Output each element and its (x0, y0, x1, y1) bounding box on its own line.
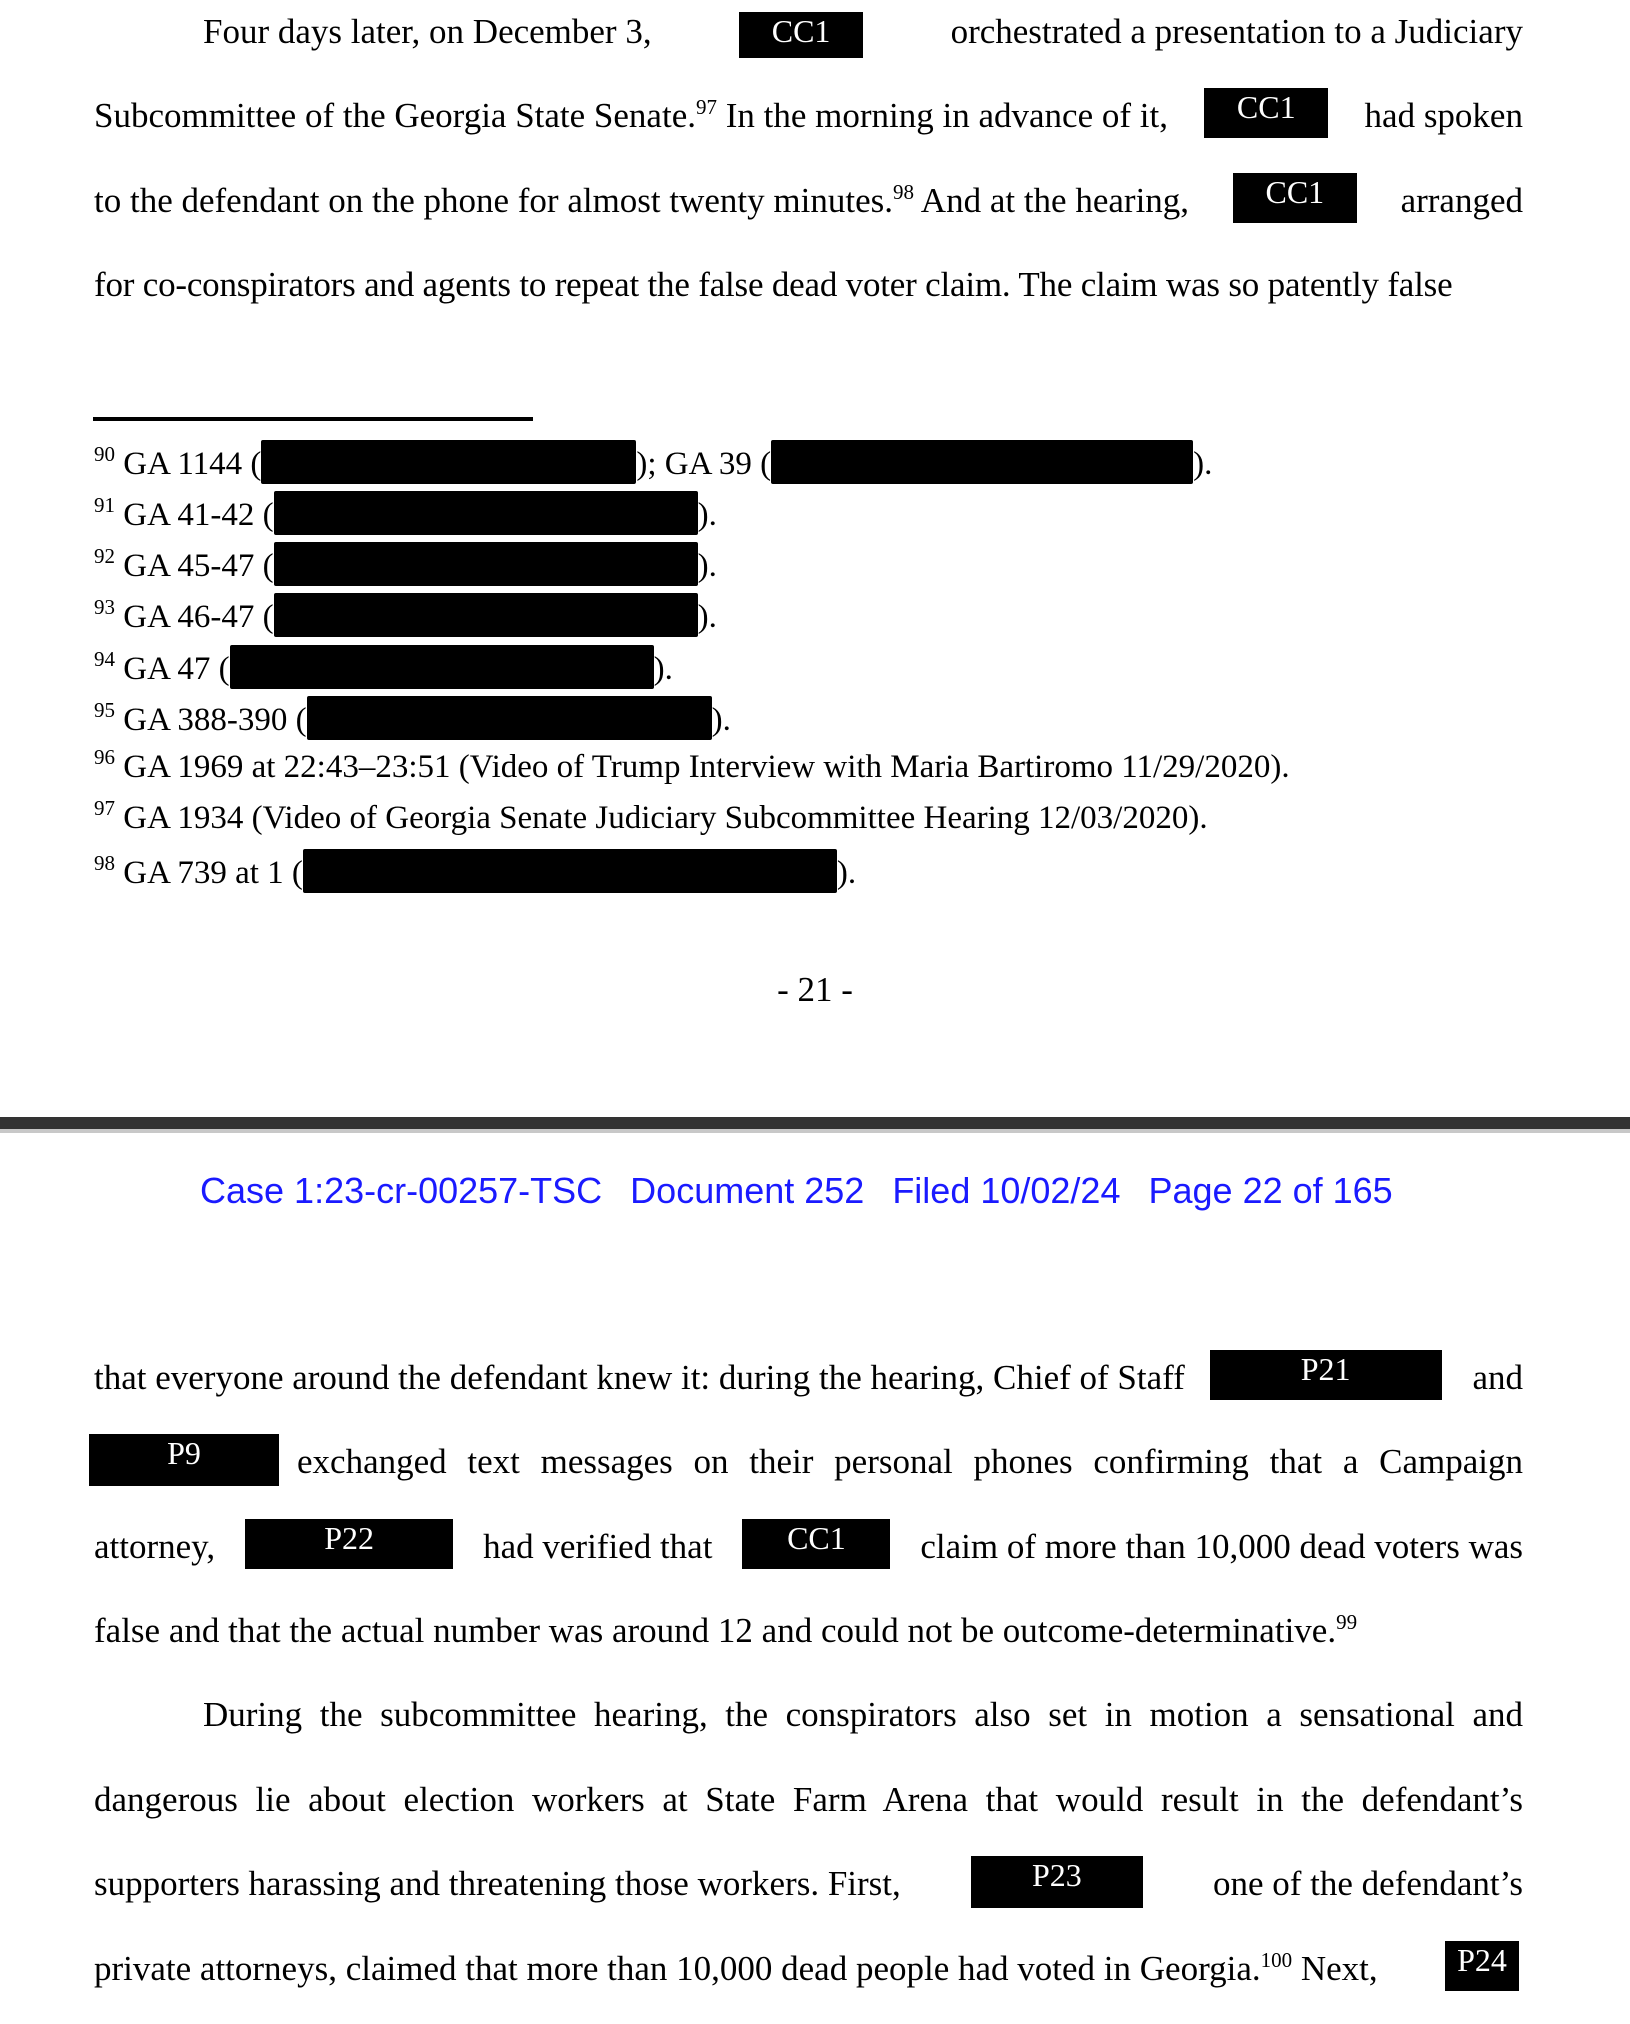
redaction-box: CC1 (742, 1519, 890, 1569)
footnote-separator (93, 417, 533, 421)
footnote-text: GA 41-42 ( (123, 497, 274, 533)
footnote-ref[interactable]: 98 (892, 180, 914, 204)
footnote-94 (94, 645, 673, 689)
body-line-6 (89, 1435, 1523, 1486)
body-line-1 (203, 12, 1523, 58)
redaction-box: P24 (1445, 1941, 1519, 1991)
footnote-97 (94, 798, 1208, 838)
footnote-number: 98 (94, 851, 115, 875)
footnote-text: ). (653, 651, 673, 687)
redaction-bar (303, 849, 837, 893)
page-divider-shadow (0, 1129, 1630, 1133)
redaction-bar (307, 696, 712, 740)
document-number: Document 252 (630, 1170, 865, 1211)
redaction-box: CC1 (1233, 173, 1357, 223)
text-span: for co-conspirators and agents to repeat the false dead voter claim. The claim was so patently false (94, 265, 1453, 304)
text-span: In the morning in advance of it, (716, 96, 1168, 135)
footnote-text: ). (836, 855, 857, 891)
footnote-text: ). (697, 548, 717, 584)
text-span: had spoken (1364, 96, 1523, 135)
redaction-bar (274, 542, 698, 586)
body-line-12 (94, 1942, 1519, 1991)
text-span: attorney, (94, 1527, 216, 1566)
case-number: Case 1:23-cr-00257-TSC (200, 1170, 603, 1211)
footnote-text: GA 1144 ( (123, 446, 262, 482)
footnote-number: 96 (94, 745, 115, 769)
text-span: that everyone around the defendant knew it: during the hearing, Chief of Staff (94, 1358, 1185, 1397)
footnote-number: 90 (94, 442, 115, 466)
page-count: Page 22 of 165 (1148, 1170, 1393, 1211)
text-span: Subcommittee of the Georgia State Senate. (94, 96, 696, 135)
page-number: - 21 - (777, 970, 853, 1009)
footnote-number: 91 (94, 493, 115, 517)
text-span: dangerous lie about election workers at State Farm Arena that would result in the defendant’s (94, 1780, 1523, 1819)
body-line-4 (94, 265, 1523, 305)
footnote-text: ). (711, 702, 731, 738)
footnote-number: 94 (94, 647, 115, 671)
footnote-text: GA 46-47 ( (123, 599, 274, 635)
footnote-96 (94, 747, 1290, 787)
text-span: private attorneys, claimed that more than 10,000 dead people had voted in Georgia. (94, 1949, 1261, 1988)
redaction-box: P21 (1210, 1350, 1442, 1400)
footnote-90 (94, 440, 1212, 484)
footnote-98 (94, 849, 856, 893)
text-span: supporters harassing and threatening those workers. First, (94, 1864, 901, 1903)
text-span: orchestrated a presentation to a Judiciary (950, 12, 1523, 51)
case-header (200, 1171, 1393, 1211)
footnote-91 (94, 491, 717, 535)
text-span: And at the hearing, (913, 181, 1190, 220)
text-span: one of the defendant’s (1212, 1864, 1523, 1903)
footnote-text: GA 47 ( (123, 651, 230, 687)
text-span: Next, (1292, 1949, 1378, 1988)
body-line-10 (94, 1780, 1523, 1820)
text-span: had verified that (483, 1527, 713, 1566)
page-divider (0, 1117, 1630, 1129)
footnote-number: 92 (94, 544, 115, 568)
redaction-bar (274, 491, 698, 535)
body-line-11 (94, 1857, 1523, 1908)
footnote-text: ); GA 39 ( (636, 446, 772, 482)
footnote-92 (94, 542, 717, 586)
filed-date: Filed 10/02/24 (892, 1170, 1121, 1211)
redaction-bar (274, 593, 698, 637)
body-line-9 (203, 1695, 1523, 1735)
footnote-ref[interactable]: 100 (1260, 1948, 1293, 1972)
footnote-text: GA 1969 at 22:43–23:51 (Video of Trump Interview with Maria Bartiromo 11/29/2020). (123, 749, 1290, 785)
redaction-bar (230, 645, 654, 689)
text-span: and (1472, 1358, 1523, 1397)
footnote-text: GA 1934 (Video of Georgia Senate Judiciary Subcommittee Hearing 12/03/2020). (123, 800, 1208, 836)
text-span: arranged (1400, 181, 1523, 220)
redaction-bar (771, 440, 1193, 484)
text-span: Four days later, on December 3, (203, 12, 652, 51)
body-line-7 (94, 1520, 1523, 1569)
footnote-text: ). (697, 599, 717, 635)
redaction-box: CC1 (1204, 88, 1328, 138)
footnote-text: GA 388-390 ( (123, 702, 307, 738)
footnote-ref[interactable]: 97 (695, 95, 717, 119)
footnote-95 (94, 696, 731, 740)
redaction-box: CC1 (739, 12, 863, 58)
redaction-box: P22 (245, 1519, 453, 1569)
footnote-93 (94, 593, 717, 637)
text-span: to the defendant on the phone for almost twenty minutes. (94, 181, 893, 220)
text-span: exchanged text messages on their personal phones confirming that a Campaign (297, 1442, 1523, 1481)
footnote-ref[interactable]: 99 (1336, 1610, 1358, 1634)
redaction-box: P23 (971, 1856, 1143, 1908)
footnote-text: ). (1193, 446, 1213, 482)
text-span: claim of more than 10,000 dead voters was (920, 1527, 1523, 1566)
body-line-8 (94, 1611, 1357, 1651)
redaction-bar (261, 440, 636, 484)
footnote-text: GA 739 at 1 ( (123, 855, 303, 891)
footnote-number: 95 (94, 698, 115, 722)
footnote-text: ). (697, 497, 717, 533)
body-line-5 (94, 1351, 1523, 1400)
footnote-number: 93 (94, 595, 115, 619)
body-line-3 (94, 174, 1523, 223)
redaction-box: P9 (89, 1434, 279, 1486)
footnote-number: 97 (94, 796, 115, 820)
text-span: false and that the actual number was around 12 and could not be outcome-determinative. (94, 1611, 1337, 1650)
body-line-2 (94, 89, 1523, 138)
text-span: During the subcommittee hearing, the conspirators also set in motion a sensational and (203, 1695, 1523, 1734)
footnote-text: GA 45-47 ( (123, 548, 274, 584)
